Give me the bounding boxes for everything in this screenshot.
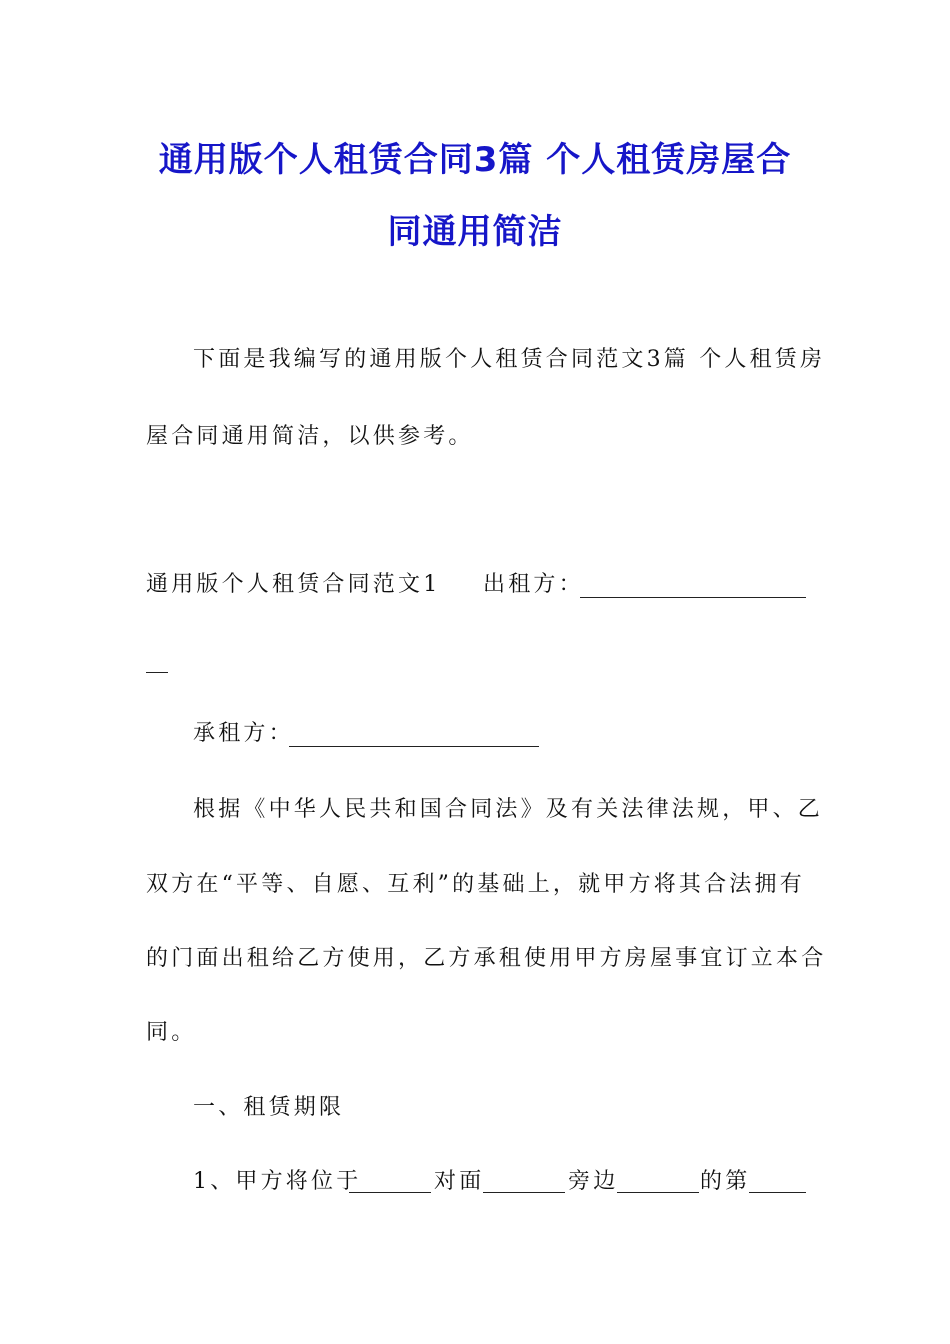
clause-1-part-1: 1、甲方将位于 (193, 1169, 362, 1194)
preamble-line-2: 双方在“平等、自愿、互利”的基础上，就甲方将其合法拥有 (146, 872, 805, 897)
clause-1-blank-1 (349, 1170, 431, 1193)
clause-1-part-2: 对面 (434, 1169, 485, 1194)
preamble-line-4: 同。 (146, 1020, 197, 1045)
section-1-title: 一、租赁期限 (193, 1095, 345, 1120)
lessor-blank (580, 575, 806, 598)
lessee-label: 承租方： (193, 721, 294, 746)
lessor-row (483, 570, 584, 600)
lessee-row (193, 719, 294, 749)
lessor-label: 出租方： (483, 572, 584, 597)
clause-1-blank-2 (483, 1170, 565, 1193)
title-line-1: 通用版个人租赁合同3篇 个人租赁房屋合 (158, 140, 792, 180)
lessee-blank (289, 724, 539, 747)
intro-line-2: 屋合同通用简洁，以供参考。 (146, 424, 474, 449)
title-line-2: 同通用简洁 (387, 212, 563, 252)
contract-heading: 通用版个人租赁合同范文1 (146, 572, 441, 597)
preamble-line-3: 的门面出租给乙方使用，乙方承租使用甲方房屋事宜订立本合 (146, 946, 827, 971)
contract-heading-row (146, 570, 440, 600)
clause-1-part-3: 旁边 (568, 1169, 619, 1194)
clause-1-blank-4 (749, 1170, 806, 1193)
clause-1-part-4: 的第 (700, 1169, 751, 1194)
lessor-blank-continued (146, 650, 168, 673)
preamble-line-1: 根据《中华人民共和国合同法》及有关法律法规，甲、乙 (193, 797, 824, 822)
intro-line-1: 下面是我编写的通用版个人租赁合同范文3篇 个人租赁房 (193, 347, 826, 372)
clause-1-blank-3 (617, 1170, 699, 1193)
